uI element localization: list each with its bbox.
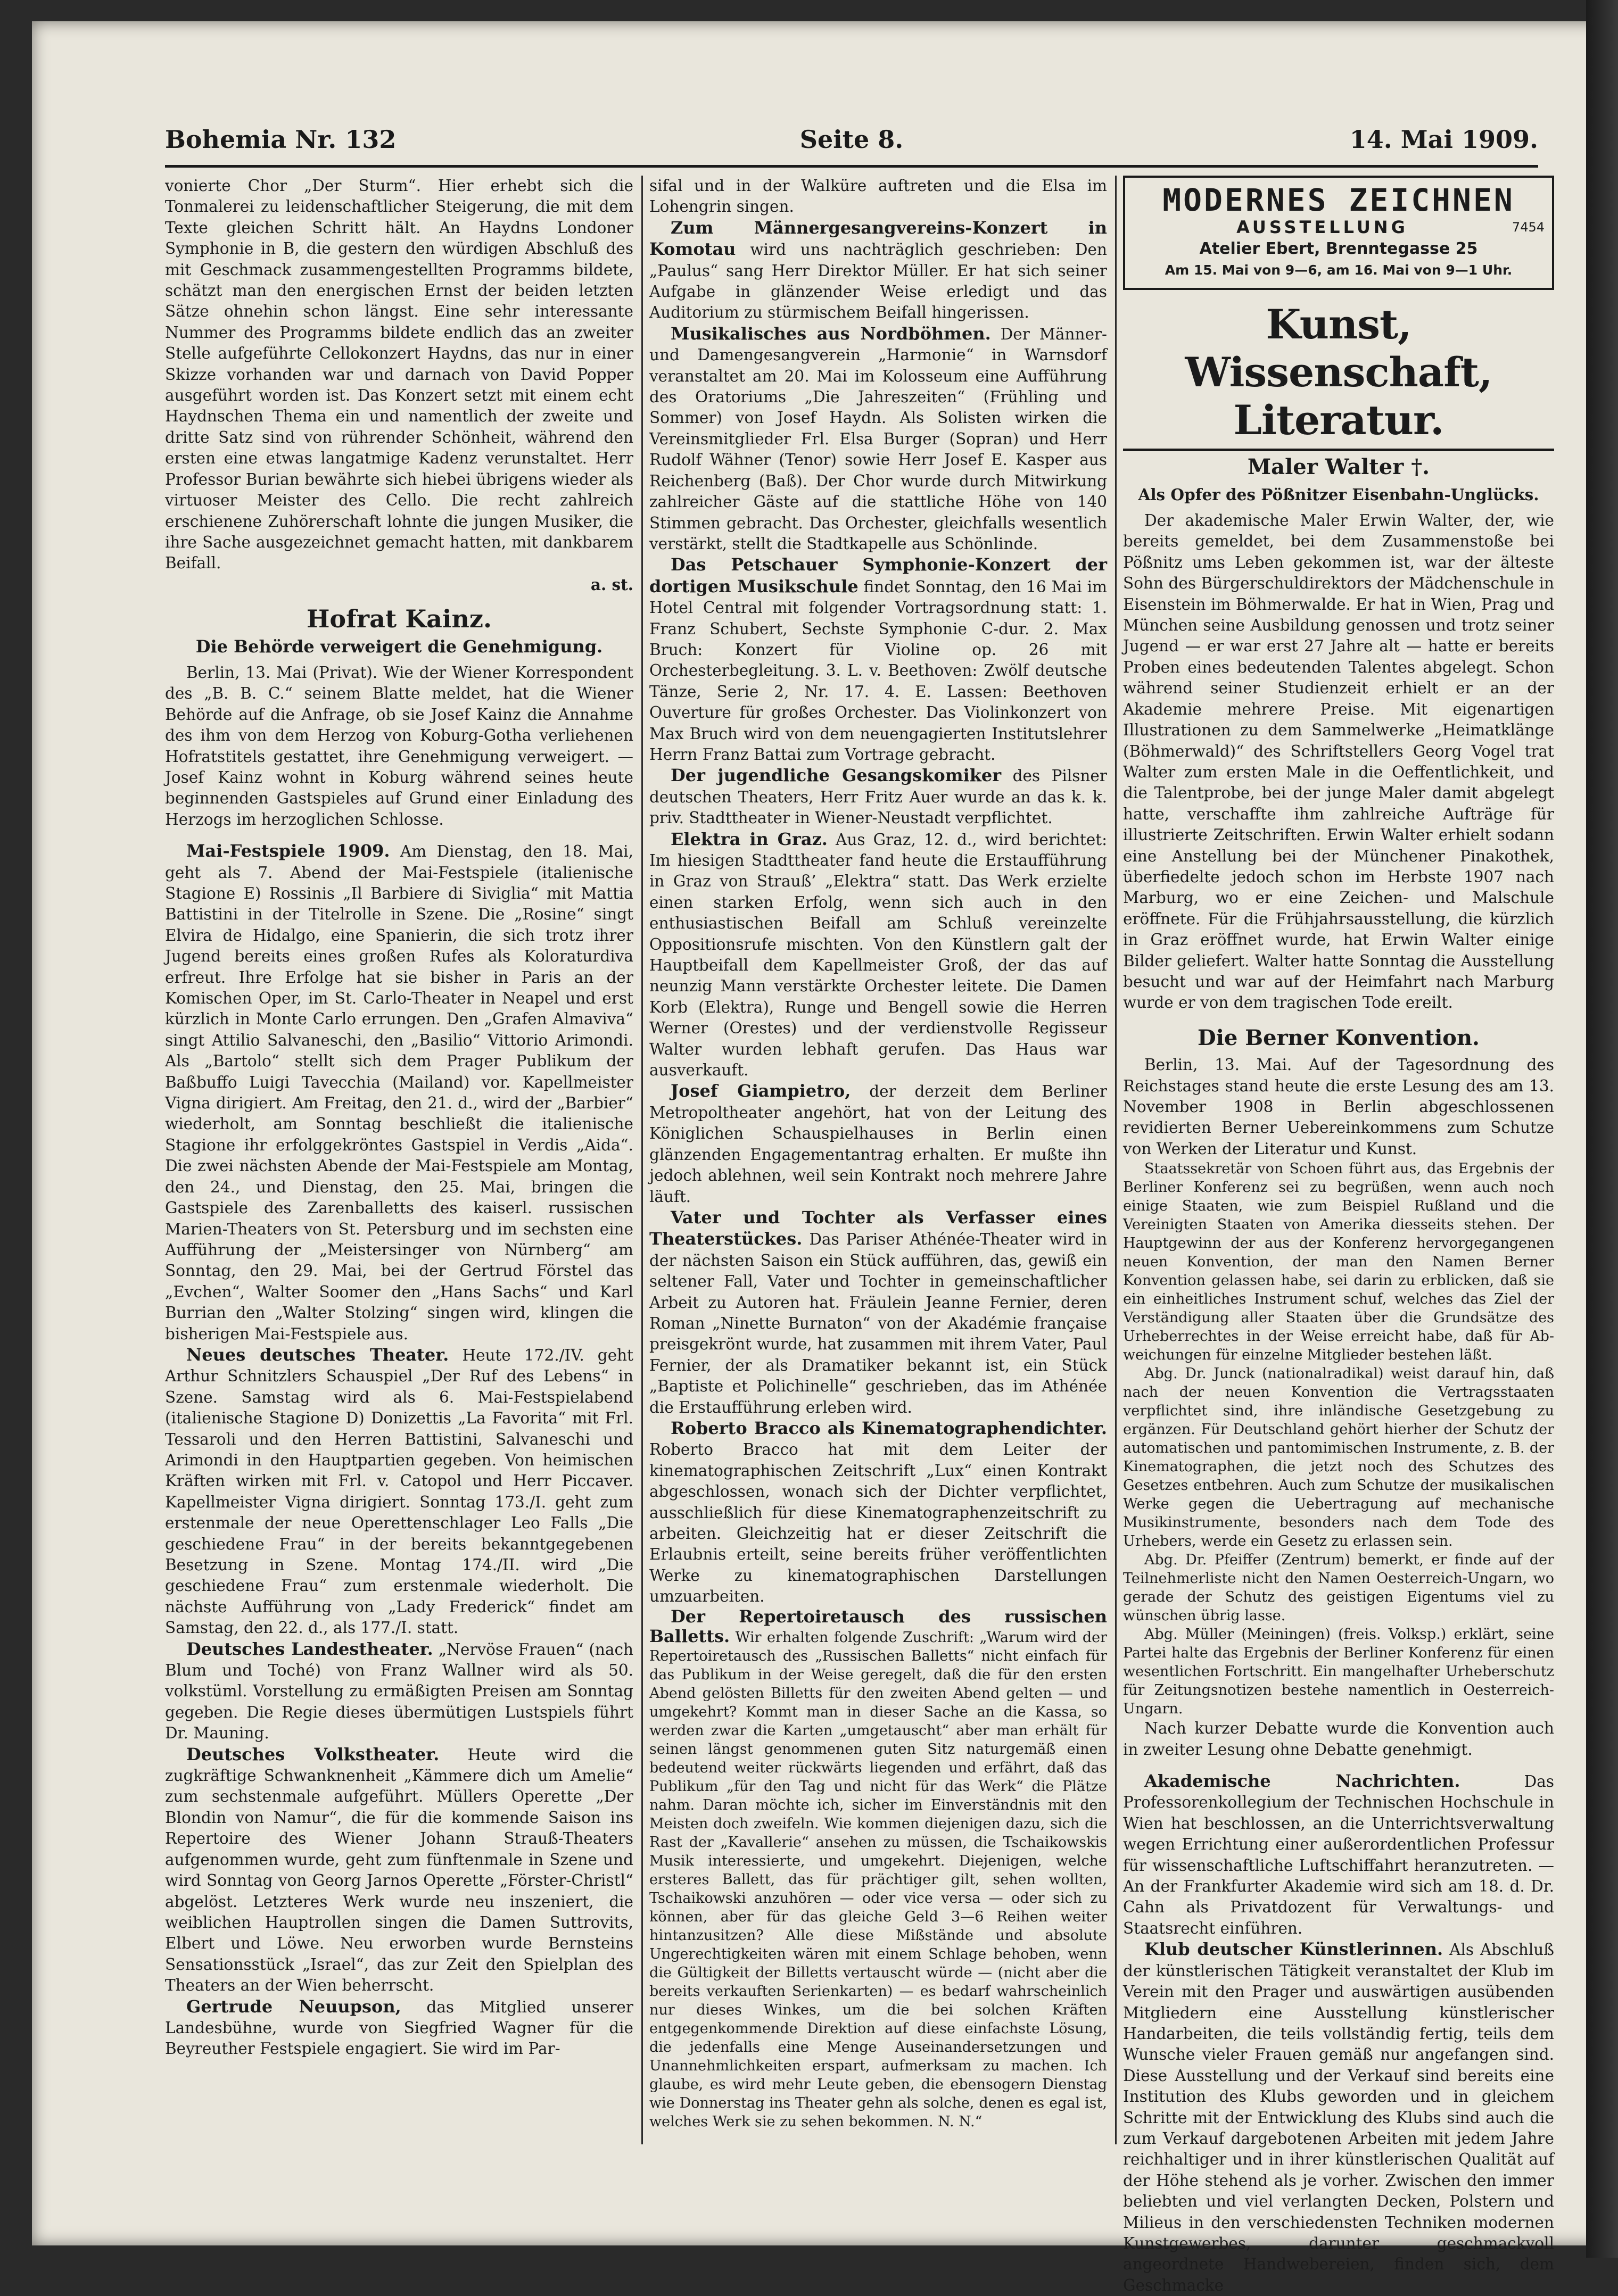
item-lead: Roberto Bracco als Kinematographendichter. [671, 1418, 1107, 1438]
column-2 [649, 176, 1107, 2144]
ad-subtitle: AUSSTELLUNG [1236, 217, 1408, 237]
item-text: des Pilsner deutschen Theaters, Herr Fritz Auer wurde an das k. k. priv. Stadttheater in Wiener-Neustadt verpflichtet. [649, 767, 1107, 827]
ad-address: Atelier Ebert, Brenntegasse 25 [1199, 239, 1478, 259]
item-lead: Zum Männergesangvereins-Konzert in Komotau [649, 217, 1107, 260]
page-number: Seite 8. [799, 125, 904, 154]
item-text: Heute wird die zugkräftige Schwanknenheit „Kämmere dich um Amelie“ zum sechstenmale aufgeführt. Müllers Operette „Der Blondin von Namur“, die für die kommende Saison ins Repertoire des Wiener Johann Strauß-Theaters aufgenommen wurde, geht zum fünftenmale in Szene und wird Sonntag von Georg Jarnos Operette „Förster-Christl“ abgelöst. Letzteres Werk wurde neu inszeniert, die weiblichen Hauptrollen singen die Damen Suttrovits, Elbert und Löwe. Neu erworben wurde Bernsteins Sensationsstück „Israel“, das zur Zeit den Spielplan des Theaters an der Wien beherrscht. [165, 1745, 633, 1995]
header-rule [165, 165, 1538, 168]
item-text: findet Sonntag, den 16 Mai im Hotel Central mit folgender Vortragsordnung statt: 1. Franz Schubert, Sechste Symphonie C-dur. 2. Max Bruch: Konzert für Violine op. 26 mit Orchesterbegleitung. 3. L. v. Beethoven: Zwölf deutsche Tänze, Serie 2, Nr. 17. 4. E. Lassen: Beethoven Ouverture für großes Orchester. Das Violinkonzert von Max Bruch wird von dem neuengagierten Institutslehrer Herrn Franz Battai zum Vortrage gebracht. [649, 577, 1107, 764]
item-lead: Deutsches Volkstheater. [186, 1744, 440, 1764]
newspaper-page [32, 21, 1607, 2294]
item-text: Roberto Bracco hat mit dem Leiter der kinematographischen Zeitschrift „Lux“ einen Kontrakt abgeschlossen, wonach sich der Dichter verpflichtet, ausschließlich für diese Kinematographenzeitschrift zu arbeiten. Gleichzeitig hat er dieser Zeitschrift die Erlaubnis erteilt, seine bereits früher veröffentlichten Werke zu kinematographischen Darstellungen umzuarbeiten. [649, 1440, 1107, 1606]
article-signature: a. st. [590, 575, 633, 594]
item-text: Als Abschluß der künstlerischen Tätigkeit veranstaltet der Klub im Verein mit den Prager und auswärtigen ausübenden Mitgliedern eine Ausstellung künstlerischer Handarbeiten, die teils vollständig fertig, teils dem Wunsche vieler Frauen gemäß nur angefangen sind. Diese Ausstellung und der Verkauf sind bereits eine Institution des Klubs geworden und in gleichem Schritte mit der Entwicklung des Klubs sind auch die zum Verkauf dargebotenen Arbeiten mit jedem Jahre reichhaltiger und in ihrer künstlerischen Qualität auf der Höhe stehend als je vorher. Zwischen den immer beliebten und viel verlangten Decken, Polstern und Milieus in den verschiedensten Techniken modernen Kunstgewerbes, darunter geschmackvoll angeordnete Handwebereien, finden sich, dem Geschmacke [1123, 1941, 1554, 2294]
item-lead: Mai-Festspiele 1909. [186, 841, 390, 861]
article-paragraph: Nach kurzer Debatte wurde die Konvention auch in zweiter Lesung ohne Debatte genehmigt. [1123, 1719, 1554, 1759]
issue-date: 14. Mai 1909. [1349, 125, 1538, 154]
article-title: Die Berner Konvention. [1198, 1025, 1480, 1050]
item-lead: Der Repertoiretausch des russischen Balletts. [649, 1606, 1107, 1646]
item-lead: Deutsches Landestheater. [186, 1638, 433, 1659]
item-text: Wir erhalten folgende Zuschrift: „Warum wird der Repertoiretausch des „Russischen Balletts“ nicht einfach für das Publikum in der Weise geregelt, daß die für den ersten Abend gelösten Billetts für den zweiten Abend gelten — und umgekehrt? Kommt man in dieser Sache an die Kassa, so werden zwar die Karten „umgetauscht“ aber man erhält für seinen längst genommenen guten Sitz naturgemäß einen bedeutend weiter rückwärts liegenden und erfährt, daß das Publikum „für den Tag und nicht für das Werk“ die Plätze nahm. Daran möchte ich, sicher im Einverständnis mit den Meisten doch zweifeln. Wie kommen diejenigen dazu, sich die Rast der „Kavallerie“ ansehen zu müssen, die Tschaikowskis Musik interessierte, und umgekehrt. Diejenigen, welche ersteres Ballett, das für prächtiger gilt, sehen wollten, Tschaikowski anzuhören — oder vice versa — oder sich zu können, aber für das gleiche Geld 3—6 Reihen weiter hintanzusitzen? Alle diese Mißstände und absolute Ungerechtigkeiten wären mit einem Schlage behoben, wenn die Gültigkeit der Billetts vertauscht würde — (nicht aber die bereits verkauften Serienkarten) — es bedarf wahrscheinlich nur dieses Winkes, um die bei solchen Kräften entgegenkommende Direktion auf diese einfachste Lösung, die jedenfalls eine Menge Auseinandersetzungen und Unannehmlichkeiten erspart, aufmerksam zu machen. Ich glaube, es wird mehr Leute geben, die ebensogern Dienstag wie Donnerstag ins Theater gehn als solche, denen es egal ist, welches Werk sie zu sehen bekommen. N. N.“ [649, 1629, 1107, 2130]
item-lead: Neues deutsches Theater. [186, 1344, 449, 1365]
article-subtitle: Als Opfer des Pößnitzer Eisenbahn-Unglücks. [1138, 485, 1539, 504]
item-lead: Josef Giampietro, [671, 1081, 851, 1101]
item-text: Am Dienstag, den 18. Mai, geht als 7. Abend der Mai-Festspiele (italienische Stagione E) Rossinis „Il Barbiere di Siviglia“ mit Mattia Battistini in der Titelrolle in Szene. Die „Rosine“ singt Elvira de Hidalgo, eine Spanierin, die sich trotz ihrer Jugend bereits eines großen Rufes als Koloraturdiva erfreut. Ihre Erfolge hat sie bisher in Paris an der Komischen Oper, im St. Carlo-Theater in Neapel und erst kürzlich in Monte Carlo errungen. Den „Grafen Almaviva“ singt Attilio Salvaneschi, den „Basilio“ Vittorio Arimondi. Als „Bartolo“ stellt sich dem Prager Publikum der Baßbuffo Luigi Tavecchia (Mailand) vor. Kapellmeister Vigna dirigiert. Am Freitag, den 21. d., wird der „Barbier“ wiederholt, am Sonntag beschließt die italienische Stagione ihr erfolggekröntes Gastspiel in Verdis „Aida“. Die zwei nächsten Abende der Mai-Festspiele am Montag, den 24., und Dienstag, den 25. Mai, bringen die Gastspiele des Zarenballetts des kaiserl. russischen Marien-Theaters von St. Petersburg und im sechsten eine Aufführung der „Meistersinger von Nürnberg“ am Sonntag, den 29. Mai, bei der Gertrud Förstel das „Evchen“, Walter Soomer den „Hans Sachs“ und Karl Burrian den „Walter Stolzing“ singen wird, klingen die bisherigen Mai-Festspiele aus. [165, 842, 633, 1343]
item-text: Das Pariser Athénée-Theater wird in der nächsten Saison ein Stück aufführen, das, gewiß ein seltener Fall, Vater und Tochter in gemeinschaftlicher Arbeit zu Autoren hat. Fräulein Jeanne Fernier, deren Roman „Ninette Burnaton“ von der Akadémie française preisgekrönt wurde, hat zusammen mit ihrem Vater, Paul Fernier, der als Dramatiker bekannt ist, ein Stück „Baptiste et Polichinelle“ geschrieben, das im Athénée die Erstaufführung erleben wird. [649, 1230, 1107, 1416]
item-text: der derzeit dem Berliner Metropoltheater angehört, hat von der Leitung des Königlichen Schauspielhauses in Berlin einen glänzenden Engagementantrag erhalten. Er mußte ihn jedoch ablehnen, weil sein Kontrakt noch mehrere Jahre läuft. [649, 1082, 1107, 1206]
article-paragraph: Abg. Dr. Junck (nationalradikal) weist darauf hin, daß nach der neuen Konvention die Vertragsstaaten verpflichtet sind, ihre inländische Gesetzgebung zu ergänzen. Für Deutschland gehört hierher der Schutz der automatischen und pantomimischen Instrumente, z. B. der Kinematographen, die jetzt noch des Schutzes des Gesetzes entbehren. Auch zum Schutze der musikalischen Werke gegen die Uebertragung auf mechanische Musikinstrumente, besonders nach dem Tode des Urhebers, werde ein Gesetz zu erlassen sein. [1123, 1365, 1554, 1550]
column-1 [165, 176, 633, 2144]
item-lead: Musikalisches aus Nordböhmen. [671, 323, 991, 344]
item-text: Das Professorenkollegium der Technischen Hochschule in Wien hat beschlossen, an die Unterrichtsverwaltung wegen Errichtung einer außerordentlichen Professur für wissenschaftliche Luftschiffahrt heranzutreten. — An der Frankfurter Akademie wird sich am 18. d. Dr. Cahn als Privatdozent für Verwaltungs- und Staatsrecht einführen. [1123, 1772, 1554, 1937]
scan-edge [1586, 0, 1618, 2258]
article-paragraph: Staatssekretär von Schoen führt aus, das Ergebnis der Berliner Konferenz sei zu begrüßen, wenn auch noch einige Staaten, wie zum Beispiel Rußland und die Vereinigten Staaten von Amerika diesseits stehen. Der Hauptgewinn der aus der Konferenz hervorgegangenen neuen Konvention, der man den Namen Berner Konvention gelassen habe, sei darin zu erblicken, daß sie ein einheitliches Instrument schuf, welches das Ziel der Verständigung aller Staaten über die Grundsätze des Urheberrechtes in der Weise erreicht habe, daß für Ab-weichungen für einzelne Mitglieder bestehen läßt. [1123, 1161, 1554, 1364]
item-text: „Nervöse Frauen“ (nach Blum und Toché) von Franz Wallner wird als 50. volkstüml. Vorstellung zu ermäßigten Preisen am Sonntag gegeben. Die Regie dieses übermütigen Lustspiels führt Dr. Mauning. [165, 1640, 634, 1743]
item-lead: Elektra in Graz. [671, 828, 828, 849]
column-3 [1123, 176, 1554, 2294]
advertisement-box [1123, 176, 1554, 290]
item-text: Aus Graz, 12. d., wird berichtet: Im hiesigen Stadttheater fand heute die Erstaufführung in Graz von Strauß’ „Elektra“ statt. Das Werk erzielte einen starken Erfolg, wenn sich auch in den enthusiastischen Beifall am Schluß vereinzelte Oppositionsrufe mischten. Von den Künstlern galt der Hauptbeifall dem Kapellmeister Groß, der das auf neunzig Mann verstärkte Orchester leitete. Die Damen Korb (Elektra), Runge und Bengell sowie die Herren Werner (Orestes) und der verdienstvolle Regisseur Walter wurden lebhaft gerufen. Das Haus war ausverkauft. [649, 830, 1108, 1080]
column-divider [641, 176, 643, 2144]
ad-number: 7454 [1512, 220, 1545, 235]
item-lead: Klub deutscher Künstlerinnen. [1144, 1939, 1443, 1960]
item-lead: Akademische Nachrichten. [1144, 1771, 1460, 1792]
article-title: Hofrat Kainz. [306, 604, 492, 634]
article-paragraph: sifal und in der Walküre auftreten und die Elsa im Lohengrin singen. [649, 177, 1107, 216]
article-paragraph: Berlin, 13. Mai (Privat). Wie der Wiener Korrespondent des „B. B. C.“ seinem Blatte meldet, hat die Wiener Behörde auf die Anfrage, ob sie Josef Kainz die Annahme des ihm von dem Herzog von Koburg-Gotha verliehenen Hofratstitels gestattet, ihre Genehmigung verweigert. — Josef Kainz wohnt in Koburg während seines heute beginnenden Gastspieles auf Grund einer Einladung des Herzogs im herzoglichen Schlosse. [165, 663, 633, 828]
item-text: das Mitglied unserer Landesbühne, wurde von Siegfried Wagner für die Beyreuther Festspiele engagiert. Sie wird im Par- [165, 1997, 633, 2058]
ad-title: MODERNES ZEICHNEN [1162, 182, 1515, 218]
item-lead: Der jugendliche Gesangskomiker [671, 765, 1002, 786]
item-text: Der Männer- und Damengesangverein „Harmonie“ in Warnsdorf veranstaltet am 20. Mai im Kolosseum eine Aufführung des Oratoriums „Die Jahreszeiten“ (Frühling und Sommer) von Josef Haydn. Als Solisten wirken die Vereinsmitglieder Frl. Elsa Burger (Sopran) und Herr Rudolf Wähner (Tenor) sowie Herr Josef E. Kasper aus Reichenberg (Baß). Der Chor wurde durch Mitwirkung zahlreicher Gäste auf die stattliche Höhe von 140 Stimmen gebracht. Das Orchester, gleichfalls wesentlich verstärkt, stellt die Stadtkapelle aus Schönlinde. [649, 325, 1107, 553]
item-lead: Vater und Tochter als Verfasser eines Theaterstückes. [649, 1207, 1107, 1249]
article-paragraph: vonierte Chor „Der Sturm“. Hier erhebt sich die Tonmalerei zu leidenschaftlicher Steigerung, die mit dem Texte gleichen Schritt hält. An Haydns Londoner Symphonie in B, die gestern den würdigen Abschluß des mit Geschmack zusammengestellten Programms bildete, schätzt man den energischen Ernst der beiden letzten Sätze ohnehin schon längst. Eine sehr interessante Nummer des Programms bildete endlich das an zweiter Stelle aufgeführte Cellokonzert Haydns, das nur in einer Skizze vorhanden war und darnach von David Popper ausgeführt worden ist. Das Konzert setzt mit einem echt Haydnschen Thema ein und namentlich der zweite und dritte Satz sind von rührender Schönheit, während den ersten eine etwas langatmige Kadenz verunstaltet. Herr Professor Burian bewährte sich hiebei übrigens wieder als virtuoser Meister des Cello. Die recht zahlreich erschienene Zuhörerschaft lohnte die jungen Musiker, die ihre Sache ausgezeichnet gemacht hatten, mit dankbarem Beifall. [165, 177, 633, 573]
item-lead: Gertrude Neuupson, [186, 1996, 401, 2017]
item-lead: Das Petschauer Symphonie-Konzert der dortigen Musikschule [649, 554, 1107, 596]
item-text: Heute 172./IV. geht Arthur Schnitzlers Schauspiel „Der Ruf des Lebens“ in Szene. Samstag wird als 6. Mai-Festspielabend (italienische Stagione D) Donizettis „La Favorita“ mit Frl. Tessaroli und den Herren Battistini, Salvaneschi und Arimondi in den Hauptpartien gegeben. Von heimischen Kräften wirken mit Frl. v. Catopol und Herr Piccaver. Kapellmeister Vigna dirigiert. Sonntag 173./I. geht zum erstenmale der neue Operettenschlager Leo Falls „Die geschiedene Frau“ in der bereits bekanntgegebenen Besetzung in Szene. Montag 174./II. wird „Die geschiedene Frau“ zum erstenmale wiederholt. Die nächste Aufführung von „Lady Frederick“ findet am Samstag, den 22. d., als 177./I. statt. [165, 1346, 634, 1637]
article-paragraph: Der akademische Maler Erwin Walter, der, wie bereits gemeldet, bei dem Zusammenstoße bei Pößnitz ums Leben gekommen ist, war der älteste Sohn des Bürgerschuldirektors der Mädchenschule in Eisenstein im Böhmerwalde. Er hat in Wien, Prag und München seine Ausbildung genossen und trotz seiner Jugend — er war erst 27 Jahre alt — hatte er bereits Proben eines bedeutenden Talentes abgelegt. Schon während seiner Studienzeit erhielt er an der Akademie mehrere Preise. Mit eigenartigen Illustrationen zu dem Sammelwerke „Heimatklänge (Böhmerwald)“ des Schriftstellers Georg Vogel trat Walter zum ersten Male in die Oeffentlichkeit, und die Talentprobe, bei der junge Maler damit abgelegt hatte, verschaffte ihm zahlreiche Aufträge für illustrierte Zeitschriften. Erwin Walter erhielt sodann eine Anstellung bei der Münchener Pinakothek, überfiedelte jedoch schon im Herbste 1907 nach Marburg, wo er eine Zeichen- und Malschule eröffnete. Für die Frühjahrsausstellung, die kürzlich in Graz eröffnet wurde, hat Erwin Walter einige Bilder geliefert. Walter hatte Sonntag die Ausstellung besucht und war auf der Heimfahrt nach Marburg wurde er von dem tragischen Tode ereilt. [1123, 511, 1554, 1012]
article-paragraph: Berlin, 13. Mai. Auf der Tagesordnung des Reichstages stand heute die erste Lesung des am 13. November 1908 in Berlin abgeschlossenen revidierten Berner Uebereinkommens zum Schutze von Werken der Literatur und Kunst. [1123, 1056, 1554, 1158]
article-subtitle: Die Behörde verweigert die Genehmigung. [195, 636, 603, 657]
article-paragraph: Abg. Dr. Pfeiffer (Zentrum) bemerkt, er finde auf der Teilnehmerliste nicht den Namen Oesterreich-Ungarn, wo gerade der Schutz des geistigen Eigentums viel zu wünschen übrig lasse. [1123, 1552, 1554, 1624]
column-divider [1115, 176, 1117, 2144]
ad-hours: Am 15. Mai von 9—6, am 16. Mai von 9—1 Uhr. [1165, 262, 1513, 278]
page-header [165, 125, 1538, 168]
article-title: Maler Walter †. [1247, 454, 1430, 480]
masthead-issue: Bohemia Nr. 132 [165, 125, 397, 154]
article-paragraph: Abg. Müller (Meiningen) (freis. Volksp.) erklärt, seine Partei halte das Ergebnis der Berliner Konferenz für einen wesentlichen Fortschritt. Ein mangelhafter Urheberschutz für Zeitungsnotizen bestehe namentlich in Oesterreich-Ungarn. [1123, 1626, 1554, 1718]
item-text: wird uns nachträglich geschrieben: Den „Paulus“ sang Herr Direktor Müller. Er hat sich seiner Aufgabe in glänzender Weise erledigt und das Auditorium zu stürmischem Beifall hingerissen. [649, 241, 1107, 322]
section-title: Kunst, Wissenschaft, Literatur. [1123, 301, 1554, 451]
